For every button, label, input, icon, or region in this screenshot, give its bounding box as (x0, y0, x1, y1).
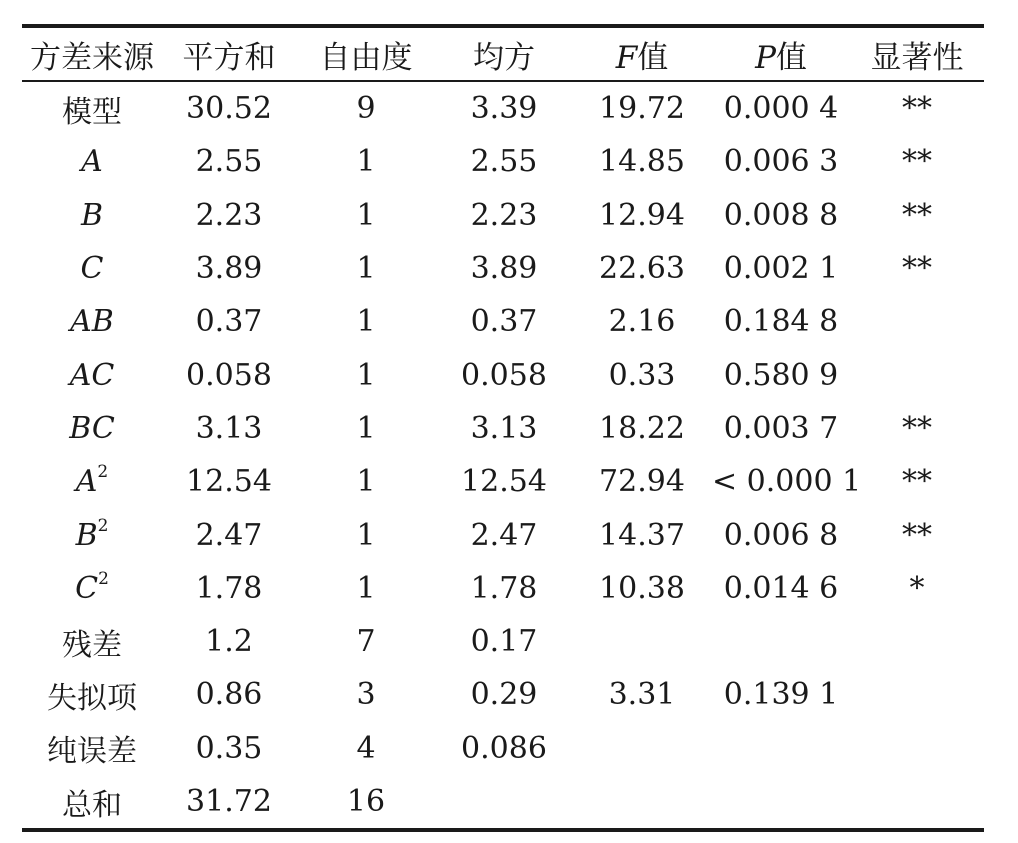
cell-mean-square: 0.058 (461, 357, 547, 393)
cell-sum-of-squares: 3.13 (195, 410, 263, 446)
cell-f-value: 14.85 (599, 144, 685, 180)
cell-degrees-of-freedom: 1 (356, 464, 376, 500)
cell-sum-of-squares: 1.78 (195, 570, 263, 606)
cell-mean-square: 0.17 (470, 624, 538, 660)
cell-mean-square: 12.54 (461, 464, 547, 500)
table-row (22, 135, 984, 188)
cell-mean-square (436, 775, 572, 828)
cell-significance (850, 295, 984, 348)
cell-p-value (712, 615, 850, 668)
cell-sum-of-squares: 0.058 (186, 357, 272, 393)
cell-f-value: 3.31 (608, 677, 676, 713)
cell-sum-of-squares: 2.47 (195, 517, 263, 553)
cell-source: $A^2$ (75, 462, 109, 500)
cell-mean-square: 1.78 (470, 570, 538, 606)
table-row (22, 562, 984, 615)
anova-table (22, 24, 984, 832)
table-row (22, 295, 984, 348)
cell-p-value: 0.000 4 (723, 91, 839, 127)
cell-f-value (572, 615, 712, 668)
table-row (22, 82, 984, 135)
cell-degrees-of-freedom: 1 (356, 251, 376, 287)
cell-p-value: 0.003 7 (723, 410, 839, 446)
cell-f-value: 2.16 (608, 304, 676, 340)
cell-source: AC (69, 357, 115, 393)
cell-mean-square: 0.086 (461, 730, 547, 766)
anova-body (22, 82, 984, 828)
table-row (22, 189, 984, 242)
cell-degrees-of-freedom: 1 (356, 144, 376, 180)
cell-mean-square: 3.89 (470, 251, 538, 287)
header-sum-of-squares: 平方和 (182, 39, 276, 76)
cell-source: $C^2$ (75, 568, 109, 606)
cell-mean-square: 2.23 (470, 197, 538, 233)
cell-source: B (80, 197, 104, 233)
cell-source: A (81, 144, 103, 180)
cell-source: BC (69, 410, 115, 446)
cell-significance: * (909, 570, 925, 606)
cell-significance: ** (902, 464, 932, 500)
cell-source: 模型 (62, 94, 122, 130)
cell-p-value: 0.006 3 (723, 144, 839, 180)
superscript-exponent: 2 (97, 515, 109, 536)
cell-mean-square: 3.39 (470, 91, 538, 127)
cell-significance: ** (902, 251, 932, 287)
cell-sum-of-squares: 3.89 (195, 251, 263, 287)
superscript-exponent: 2 (98, 568, 109, 589)
header-f-value: F值 (615, 39, 669, 76)
cell-mean-square: 3.13 (470, 410, 538, 446)
cell-degrees-of-freedom: 7 (356, 624, 376, 660)
cell-significance (850, 668, 984, 721)
table-bottom-rule (22, 828, 984, 832)
cell-significance (850, 615, 984, 668)
cell-f-value: 18.22 (599, 410, 685, 446)
cell-sum-of-squares: 30.52 (186, 91, 272, 127)
cell-f-value: 19.72 (599, 91, 685, 127)
cell-sum-of-squares: 1.2 (205, 624, 253, 660)
cell-degrees-of-freedom: 3 (356, 677, 376, 713)
header-degrees-of-freedom: 自由度 (319, 39, 413, 76)
cell-source: 总和 (62, 787, 122, 823)
cell-degrees-of-freedom: 1 (356, 570, 376, 606)
cell-sum-of-squares: 0.37 (195, 304, 263, 340)
cell-significance: ** (902, 517, 932, 553)
cell-mean-square: 2.47 (470, 517, 538, 553)
cell-f-value: 14.37 (599, 517, 685, 553)
cell-significance: ** (902, 410, 932, 446)
cell-degrees-of-freedom: 1 (356, 410, 376, 446)
cell-p-value: 0.184 8 (723, 304, 839, 340)
table-row (22, 402, 984, 455)
table-row (22, 455, 984, 508)
cell-mean-square: 0.29 (470, 677, 538, 713)
cell-p-value: 0.008 8 (723, 197, 839, 233)
cell-degrees-of-freedom: 1 (356, 304, 376, 340)
cell-f-value: 72.94 (599, 464, 685, 500)
cell-degrees-of-freedom: 1 (356, 357, 376, 393)
cell-p-value (712, 775, 850, 828)
cell-f-value: 22.63 (599, 251, 685, 287)
cell-p-value (712, 722, 850, 775)
cell-mean-square: 0.37 (470, 304, 538, 340)
header-source: 方差来源 (30, 39, 154, 76)
cell-sum-of-squares: 31.72 (186, 784, 272, 819)
header-mean-square: 均方 (473, 39, 535, 76)
cell-p-value: 0.014 6 (723, 570, 839, 606)
cell-f-value: 0.33 (608, 357, 676, 393)
cell-source: 残差 (62, 627, 122, 663)
anova-grid (22, 28, 984, 80)
header-row (22, 28, 984, 80)
table-row (22, 348, 984, 401)
cell-source: C (80, 251, 104, 287)
cell-f-value (572, 722, 712, 775)
cell-source: AB (70, 304, 114, 340)
cell-sum-of-squares: 0.86 (195, 677, 263, 713)
table-row (22, 775, 984, 828)
cell-source: 失拟项 (47, 680, 137, 716)
cell-sum-of-squares: 2.23 (195, 197, 263, 233)
cell-degrees-of-freedom: 1 (356, 197, 376, 233)
table-row (22, 722, 984, 775)
header-significance: 显著性 (870, 39, 964, 76)
table-row (22, 242, 984, 295)
table-row (22, 615, 984, 668)
cell-f-value: 12.94 (599, 197, 685, 233)
table-row (22, 668, 984, 721)
cell-source: 纯误差 (47, 734, 137, 770)
superscript-exponent: 2 (97, 462, 109, 483)
cell-p-value: 0.002 1 (723, 251, 839, 287)
cell-p-value: 0.139 1 (723, 677, 839, 713)
cell-degrees-of-freedom: 16 (346, 784, 386, 819)
cell-degrees-of-freedom: 1 (356, 517, 376, 553)
cell-degrees-of-freedom: 4 (356, 730, 376, 766)
cell-p-value: 0.580 9 (723, 357, 839, 393)
cell-p-value: < 0.000 1 (712, 464, 862, 500)
table-row (22, 508, 984, 561)
cell-significance (850, 348, 984, 401)
cell-mean-square: 2.55 (470, 144, 538, 180)
cell-significance (850, 722, 984, 775)
cell-significance: ** (902, 197, 932, 233)
cell-f-value: 10.38 (599, 570, 685, 606)
cell-significance (850, 775, 984, 828)
cell-significance: ** (902, 144, 932, 180)
cell-p-value: 0.006 8 (723, 517, 839, 553)
cell-sum-of-squares: 2.55 (195, 144, 263, 180)
cell-sum-of-squares: 12.54 (186, 464, 272, 500)
cell-f-value (572, 775, 712, 828)
cell-source: $B^2$ (75, 515, 109, 553)
cell-significance: ** (902, 91, 932, 127)
header-p-value: P值 (755, 39, 807, 76)
cell-degrees-of-freedom: 9 (356, 91, 376, 127)
cell-sum-of-squares: 0.35 (195, 730, 263, 766)
